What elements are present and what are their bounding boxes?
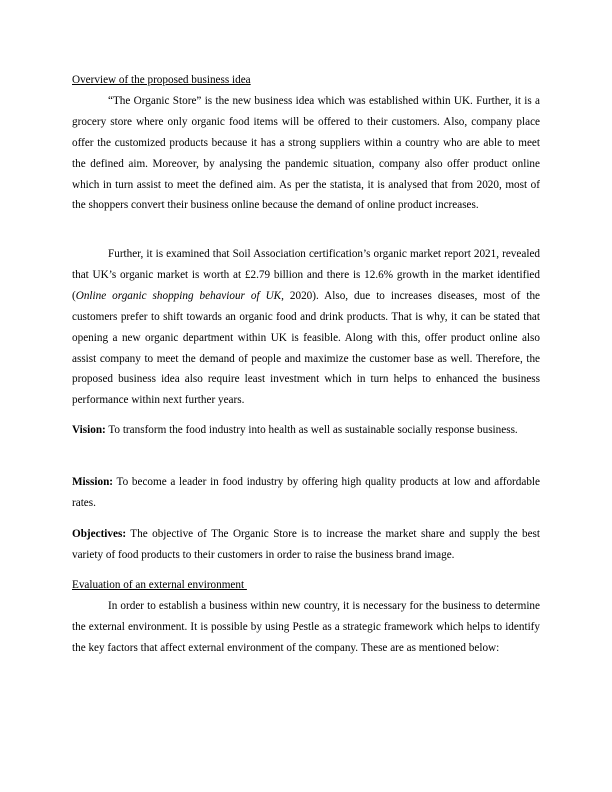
- evaluation-paragraph: In order to establish a business within new country, it is necessary for the business to determine the external environment. It is possible by using Pestle as a strategic framework which helps to identify the key factors that affect external environment of the company. These are as mentioned below:: [72, 599, 540, 654]
- overview-paragraph-1: “The Organic Store” is the new business idea which was established within UK. Further, it is a grocery store where only organic food items will be offered to their customers. Also, company place offer the customized products because it has a strong suppliers within a country who are able to meet the defined aim. Moreover, by analysing the pandemic situation, company also offer product online which in turn assist to meet the defined aim. As per the statista, it is analysed that from 2020, most of the shoppers convert their business online because the demand of online product increases.: [72, 94, 540, 212]
- objectives-block: [72, 524, 540, 566]
- mission-paragraph: [72, 472, 540, 514]
- paragraph-2-text-end: 2020). Also, due to increases diseases, most of the customers prefer to shift towards an organic food and drink products. That is why, it can be stated that opening a new organic department within UK is feasible. Along with this, offer product online also assist company to meet the demand of people and maximize the customer base as well. Therefore, the proposed business idea also require least investment which in turn helps to enhanced the business performance within next further years.: [72, 289, 541, 407]
- objectives-paragraph: [72, 524, 540, 566]
- mission-text: To become a leader in food industry by offering high quality products at low and affordable rates.: [72, 476, 540, 509]
- overview-paragraph-2: [72, 244, 540, 411]
- overview-paragraph-2-block: [72, 244, 540, 411]
- objectives-label: Objectives:: [72, 528, 127, 540]
- paragraph-2-text-start: Further, it is examined that Soil Association certification’s organic market report 2021, revealed that UK’s organic market is worth at £2.79 billion and there is 12.6% growth in the market identified (: [72, 248, 540, 302]
- vision-label: Vision:: [72, 424, 106, 436]
- citation-text: Online organic shopping behaviour of UK,: [75, 289, 284, 302]
- vision-block: [72, 420, 540, 441]
- objectives-text: The objective of The Organic Store is to increase the market share and supply the best variety of food products to their customers in order to raise the business brand image.: [72, 528, 540, 561]
- mission-block: [72, 472, 540, 514]
- overview-heading: Overview of the proposed business idea: [72, 74, 251, 86]
- vision-paragraph: [72, 420, 540, 441]
- vision-text: To transform the food industry into health as well as sustainable socially response business.: [105, 424, 518, 436]
- evaluation-heading: Evaluation of an external environment: [72, 579, 247, 591]
- evaluation-section: [72, 575, 540, 659]
- overview-section: [72, 70, 540, 216]
- mission-label: Mission:: [72, 476, 114, 488]
